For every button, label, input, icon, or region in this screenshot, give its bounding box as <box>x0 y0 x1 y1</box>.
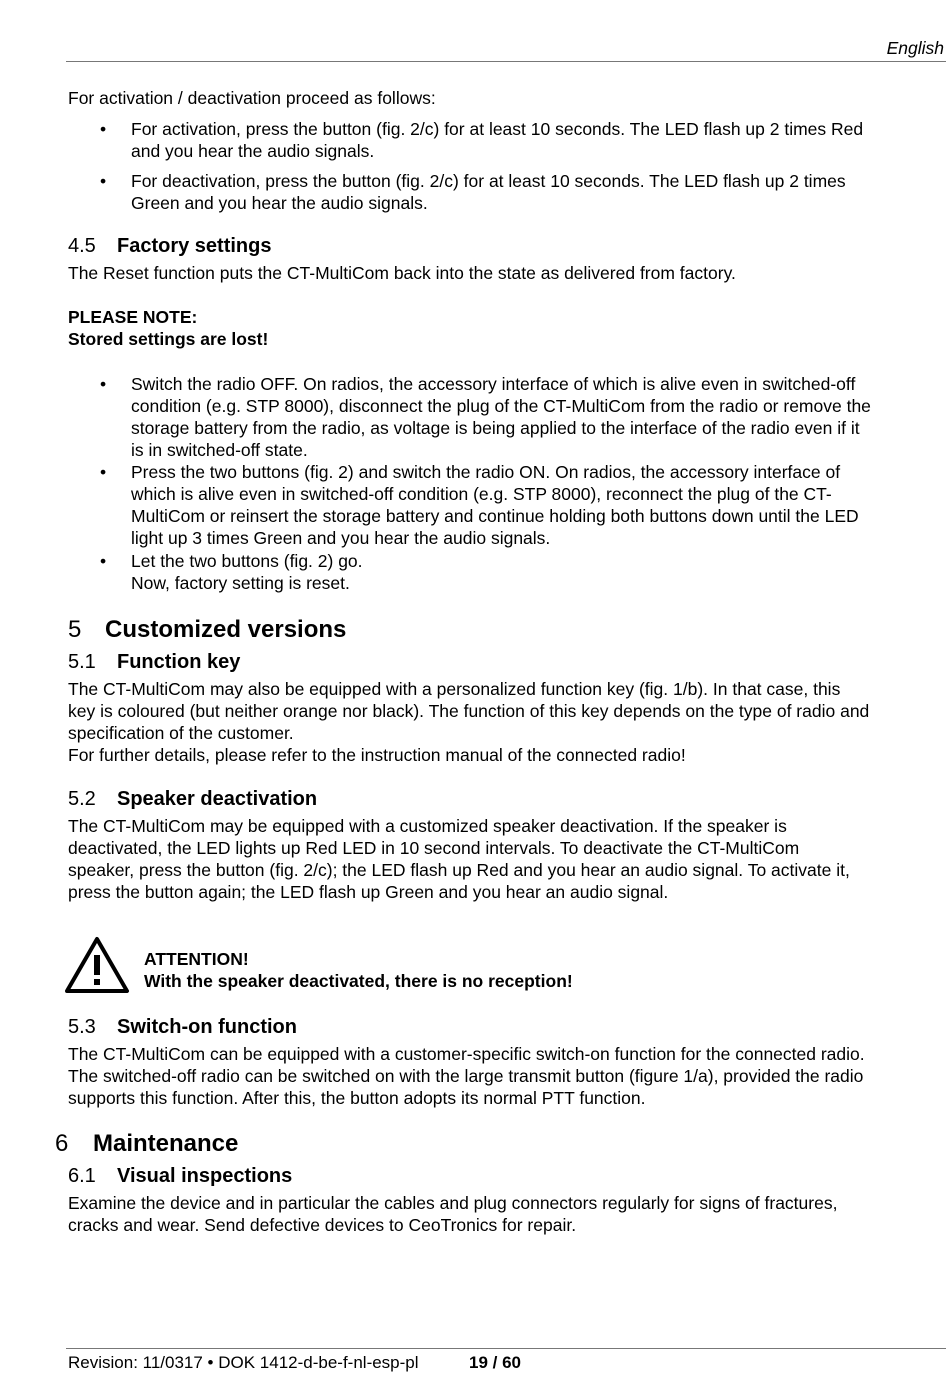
page-number: 19 / 60 <box>469 1353 521 1372</box>
paragraph <box>68 1043 944 1109</box>
section-title: Visual inspections <box>117 1165 293 1187</box>
list-item-line: is in switched-off state. <box>131 440 308 460</box>
text-line: specification of the customer. <box>68 723 294 743</box>
section-heading-5-2 <box>68 787 317 811</box>
list-item-line: Let the two buttons (fig. 2) go. <box>131 551 363 571</box>
text-line: The CT-MultiCom may also be equipped with a personalized function key (fig. 1/b). In that case, this <box>68 679 841 699</box>
header-rule <box>66 61 946 62</box>
section-heading-5-1 <box>68 650 240 674</box>
text-line: speaker, press the button (fig. 2/c); the LED flash up Red and you hear an audio signal. To activate it, <box>68 860 850 880</box>
section-heading-6-1 <box>68 1164 292 1188</box>
chapter-heading-6 <box>55 1130 238 1158</box>
list-item-line: Switch the radio OFF. On radios, the accessory interface of which is alive even in switched-off <box>131 374 856 394</box>
list-item-line: and you hear the audio signals. <box>131 141 375 161</box>
attention-text: With the speaker deactivated, there is no reception! <box>144 971 573 991</box>
bullet-icon: • <box>100 462 107 482</box>
list-item <box>68 170 944 214</box>
chapter-title: Customized versions <box>105 616 347 643</box>
text-line: cracks and wear. Send defective devices to CeoTronics for repair. <box>68 1215 577 1235</box>
list-item-line: light up 3 times Green and you hear the audio signals. <box>131 528 551 548</box>
section-number: 6.1 <box>68 1165 96 1187</box>
section-title: Factory settings <box>117 235 272 257</box>
list-item-line: which is alive even in switched-off condition (e.g. STP 8000), reconnect the plug of the CT- <box>131 484 832 504</box>
text-line: For further details, please refer to the instruction manual of the connected radio! <box>68 745 686 765</box>
section-title: Switch-on function <box>117 1016 297 1038</box>
list-item <box>68 461 944 549</box>
list-item <box>68 118 944 162</box>
list-item-line: MultiCom or reinsert the storage battery and continue holding both buttons down until the LED <box>131 506 859 526</box>
paragraph <box>68 678 944 766</box>
text-line: The CT-MultiCom can be equipped with a customer-specific switch-on function for the connected radio. <box>68 1044 865 1064</box>
section-heading-5-3 <box>68 1015 297 1039</box>
paragraph <box>68 815 944 903</box>
warning-triangle-icon <box>64 935 130 995</box>
attention-title: ATTENTION! <box>144 949 249 969</box>
bullet-icon: • <box>100 374 107 394</box>
list-item <box>68 373 944 461</box>
chapter-number: 6 <box>55 1130 69 1157</box>
activation-intro: For activation / deactivation proceed as follows: <box>68 88 436 108</box>
chapter-heading-5 <box>68 616 346 644</box>
list-item <box>68 550 944 594</box>
text-line: deactivated, the LED lights up Red LED in 10 second intervals. To deactivate the CT-MultiCom <box>68 838 800 858</box>
text-line: supports this function. After this, the button adopts its normal PTT function. <box>68 1088 646 1108</box>
list-item-line: Green and you hear the audio signals. <box>131 193 428 213</box>
section-title: Speaker deactivation <box>117 788 318 810</box>
header-language: English <box>886 38 944 58</box>
text-line: The switched-off radio can be switched on with the large transmit button (figure 1/a), provided the radio <box>68 1066 864 1086</box>
list-item-line: For deactivation, press the button (fig. 2/c) for at least 10 seconds. The LED flash up 2 times <box>131 171 846 191</box>
section-title: Function key <box>117 651 241 673</box>
chapter-number: 5 <box>68 616 82 643</box>
text-line: The CT-MultiCom may be equipped with a customized speaker deactivation. If the speaker is <box>68 816 787 836</box>
footer-revision: Revision: 11/0317 • DOK 1412-d-be-f-nl-esp-pl <box>68 1353 419 1372</box>
note-title: PLEASE NOTE: <box>68 307 198 327</box>
list-item-line: Now, factory setting is reset. <box>131 573 350 593</box>
text-line: Examine the device and in particular the cables and plug connectors regularly for signs of fractures, <box>68 1193 838 1213</box>
text-line: key is coloured (but neither orange nor black). The function of this key depends on the type of radio and <box>68 701 870 721</box>
list-item-line: Press the two buttons (fig. 2) and switch the radio ON. On radios, the accessory interface of <box>131 462 841 482</box>
list-item-line: storage battery from the radio, as voltage is being applied to the interface of the radio even if it <box>131 418 860 438</box>
section-number: 4.5 <box>68 235 96 257</box>
section-number: 5.1 <box>68 651 96 673</box>
footer <box>68 1353 521 1373</box>
bullet-icon: • <box>100 551 107 571</box>
paragraph: The Reset function puts the CT-MultiCom back into the state as delivered from factory. <box>68 263 736 283</box>
text-line: press the button again; the LED flash up Green and you hear an audio signal. <box>68 882 669 902</box>
note-text: Stored settings are lost! <box>68 329 269 349</box>
list-item-line: For activation, press the button (fig. 2/c) for at least 10 seconds. The LED flash up 2 times Red <box>131 119 864 139</box>
section-number: 5.3 <box>68 1016 96 1038</box>
bullet-icon: • <box>100 119 107 139</box>
section-heading-4-5 <box>68 234 271 258</box>
section-number: 5.2 <box>68 788 96 810</box>
footer-rule <box>66 1348 946 1349</box>
chapter-title: Maintenance <box>93 1130 239 1157</box>
paragraph <box>68 1192 944 1236</box>
bullet-icon: • <box>100 171 107 191</box>
list-item-line: condition (e.g. STP 8000), disconnect the plug of the CT-MultiCom from the radio or remove the <box>131 396 871 416</box>
